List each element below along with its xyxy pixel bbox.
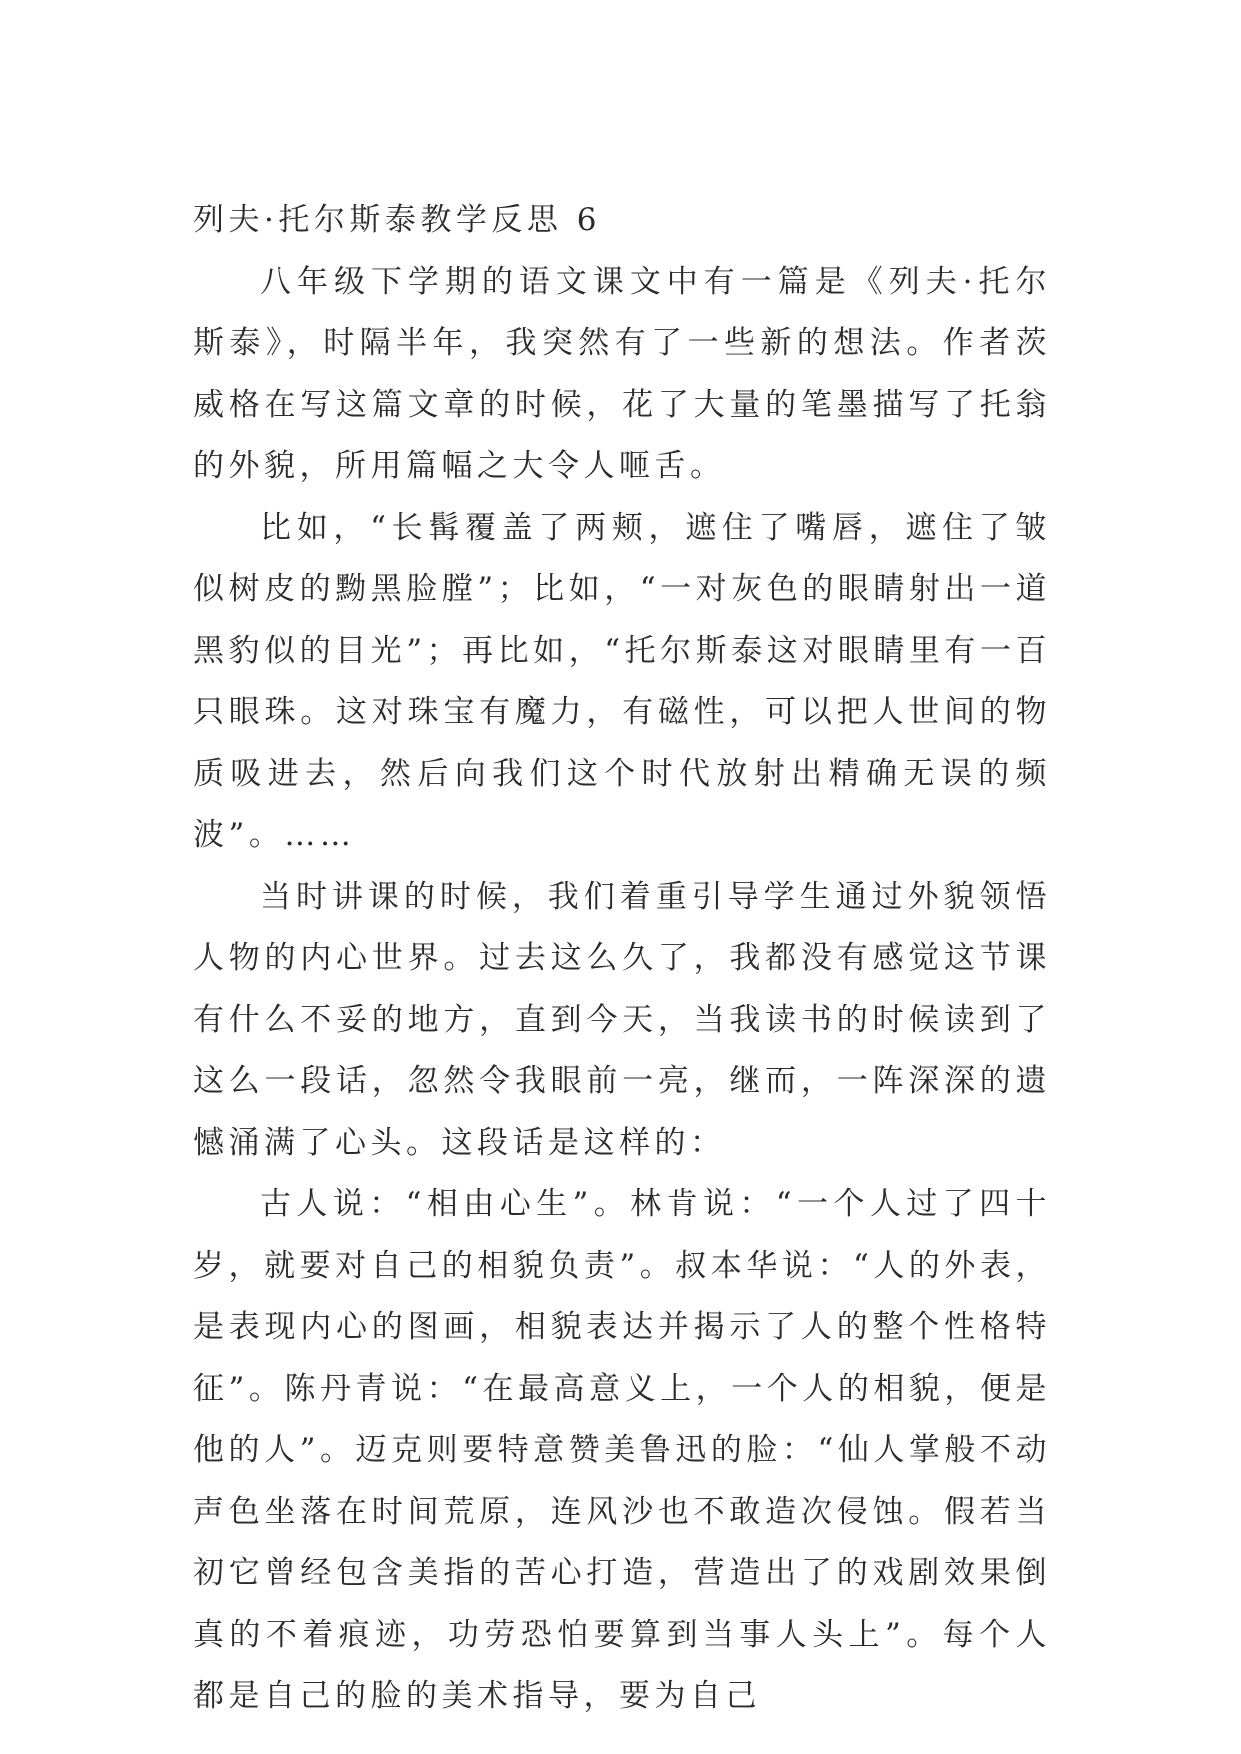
- paragraph-1: 八年级下学期的语文课文中有一篇是《列夫·托尔斯泰》，时隔半年，我突然有了一些新的想法。作者茨威格在写这篇文章的时候，花了大量的笔墨描写了托翁的外貌，所用篇幅之大令人咂舌。: [193, 263, 1051, 484]
- paragraph-2: 比如，“长髯覆盖了两颊，遮住了嘴唇，遮住了皱似树皮的黝黑脸膛”；比如，“一对灰色的眼睛射出一道黑豹似的目光”；再比如，“托尔斯泰这对眼睛里有一百只眼珠。这对珠宝有魔力，有磁性，可以把人世间的物质吸进去，然后向我们这个时代放射出精确无误的频波”。……: [193, 509, 1051, 853]
- document-body: [193, 190, 1051, 1728]
- paragraph-4: 古人说：“相由心生”。林肯说：“一个人过了四十岁，就要对自己的相貌负责”。叔本华说：“人的外表，是表现内心的图画，相貌表达并揭示了人的整个性格特征”。陈丹青说：“在最高意义上，一个人的相貌，便是他的人”。迈克则要特意赞美鲁迅的脸：“仙人掌般不动声色坐落在时间荒原，连风沙也不敢造次侵蚀。假若当初它曾经包含美指的苦心打造，营造出了的戏剧效果倒真的不着痕迹，功劳恐怕要算到当事人头上”。每个人都是自己的脸的美术指导，要为自己: [193, 1186, 1051, 1714]
- paragraph-3: 当时讲课的时候，我们着重引导学生通过外貌领悟人物的内心世界。过去这么久了，我都没有感觉这节课有什么不妥的地方，直到今天，当我读书的时候读到了这么一段话，忽然令我眼前一亮，继而，一阵深深的遗憾涌满了心头。这段话是这样的：: [193, 878, 1051, 1161]
- document-title: 列夫·托尔斯泰教学反思 6: [193, 202, 601, 238]
